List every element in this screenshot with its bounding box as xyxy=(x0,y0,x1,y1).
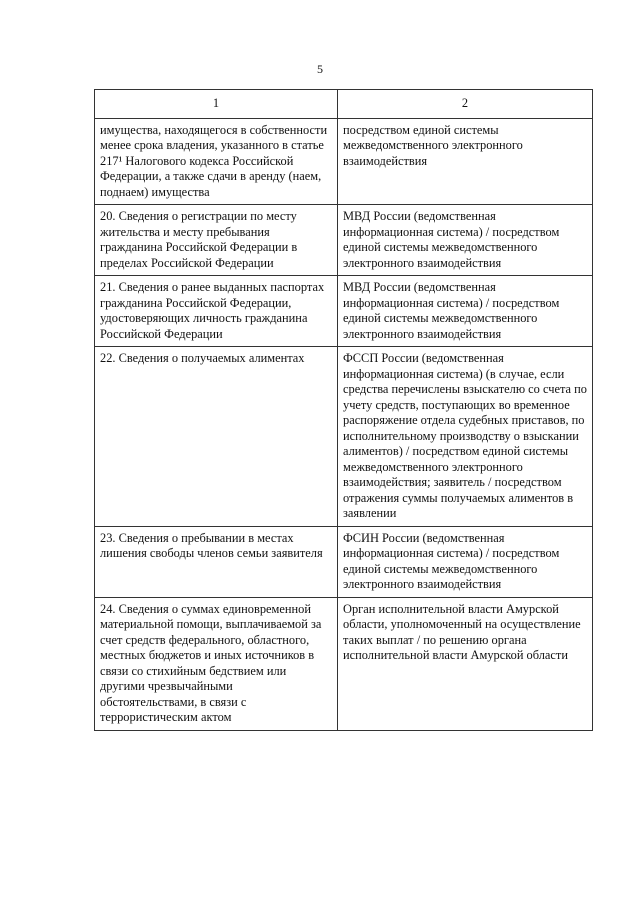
cell-text: Орган исполнительной власти Амурской области, уполномоченный на осуществление таких выплат / по решению органа исполнительной власти Амурской области xyxy=(343,601,581,662)
cell-text: ФССП России (ведомственная информационная система) (в случае, если средства перечислены взыскателю со счета по учету средств, поступающих во временное распоряжение отдела судебных приставов, по исполнительному производству о взыскании алиментов) / посредством единой системы межведомственного электронного взаимодействия; заявитель / посредством отражения суммы получаемых алиментов в заявлении xyxy=(343,351,587,520)
cell-text: имущества, находящегося в собственности менее срока владения, указанного в статье 217¹ Налогового кодекса Российской Федерации, а также сдачи в аренду (наем, поднаем) имущества xyxy=(100,122,328,199)
page-number: 5 xyxy=(317,62,323,76)
table-row xyxy=(95,597,593,730)
row-information-source xyxy=(338,347,593,527)
information-sources-table xyxy=(94,89,593,731)
cell-text: МВД России (ведомственная информационная система) / посредством единой системы межведомственного электронного взаимодействия xyxy=(343,280,560,341)
table-row xyxy=(95,118,593,205)
column-header-2: 2 xyxy=(338,90,593,119)
row-information-type xyxy=(95,276,338,347)
cell-text: 23. Сведения о пребывании в местах лишения свободы членов семьи заявителя xyxy=(100,530,323,560)
row-information-source xyxy=(338,597,593,730)
cell-text: 24. Сведения о суммах единовременной материальной помощи, выплачиваемой за счет средств федерального, областного, местных бюджетов и иных источников в связи со стихийным бедствием или другими чрезвычайными обстоятельствами, в связи с террористическим актом xyxy=(100,601,322,724)
row-information-source xyxy=(338,526,593,597)
table-header-row xyxy=(95,90,593,119)
row-information-type xyxy=(95,526,338,597)
row-information-source xyxy=(338,276,593,347)
cell-text: посредством единой системы межведомственного электронного взаимодействия xyxy=(343,122,523,168)
row-information-type xyxy=(95,597,338,730)
cell-text: 20. Сведения о регистрации по месту жительства и месту пребывания гражданина Российской Федерации в пределах Российской Федерации xyxy=(100,209,298,270)
cell-text: 22. Сведения о получаемых алиментах xyxy=(100,351,305,365)
row-information-source xyxy=(338,118,593,205)
row-information-type xyxy=(95,347,338,527)
table-row xyxy=(95,276,593,347)
table-row xyxy=(95,347,593,527)
table-row xyxy=(95,526,593,597)
row-information-type xyxy=(95,118,338,205)
row-information-source xyxy=(338,205,593,276)
column-header-1: 1 xyxy=(95,90,338,119)
cell-text: 21. Сведения о ранее выданных паспортах гражданина Российской Федерации, удостоверяющих личность гражданина Российской Федерации xyxy=(100,280,325,341)
cell-text: МВД России (ведомственная информационная система) / посредством единой системы межведомственного электронного взаимодействия xyxy=(343,209,560,270)
table-row xyxy=(95,205,593,276)
row-information-type xyxy=(95,205,338,276)
cell-text: ФСИН России (ведомственная информационная система) / посредством единой системы межведомственного электронного взаимодействия xyxy=(343,530,560,591)
